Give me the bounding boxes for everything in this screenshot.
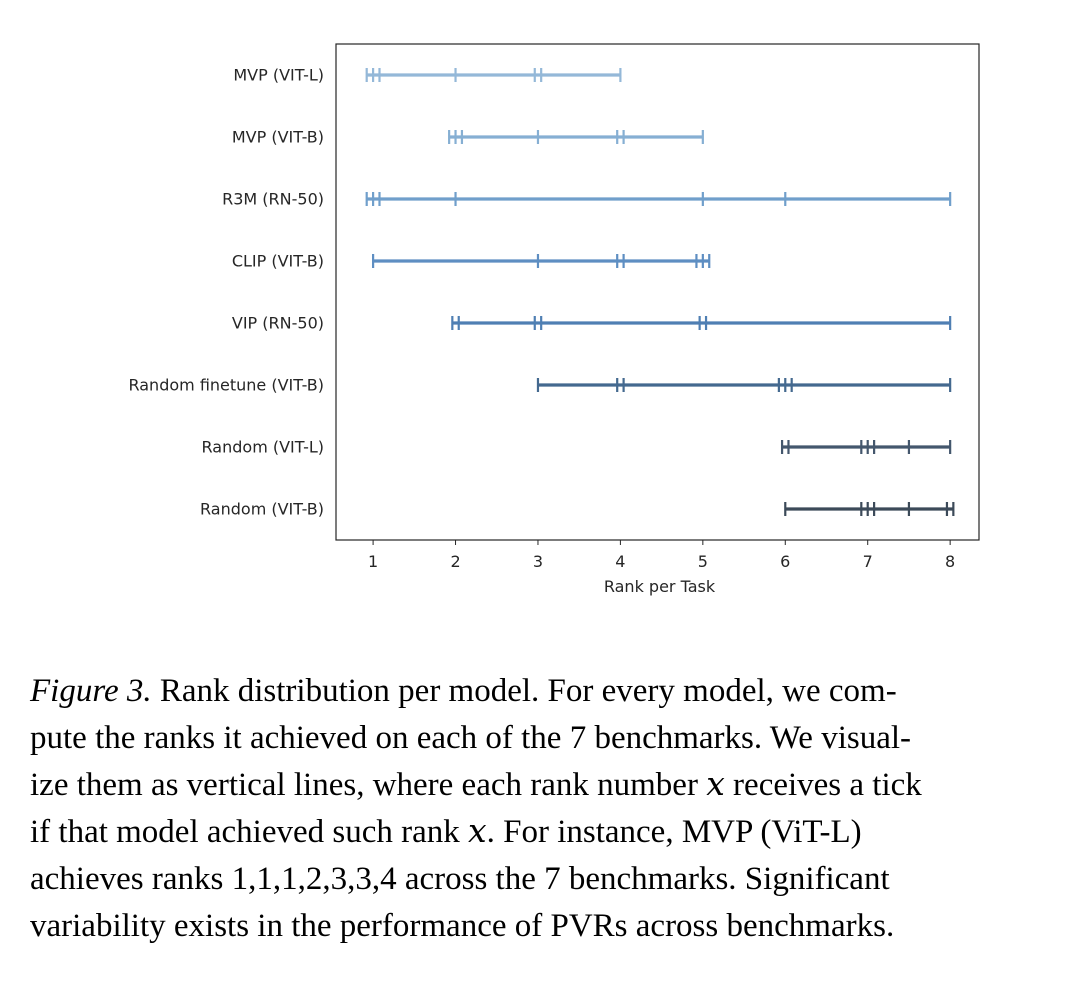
- series-row: [367, 192, 950, 206]
- x-axis-label: Rank per Task: [603, 577, 716, 596]
- caption-line-5: achieves ranks 1,1,1,2,3,3,4 across the 7 benchmarks. Significant: [30, 861, 890, 897]
- x-tick-label: 5: [697, 552, 708, 571]
- caption-text-1: Rank distribution per model. For every model, we com-: [151, 673, 897, 709]
- series-row: [373, 254, 709, 268]
- x-tick-label: 7: [862, 552, 873, 571]
- caption-label: Figure 3.: [30, 673, 152, 709]
- series-row: [538, 378, 950, 392]
- y-tick-label: VIP (RN-50): [231, 313, 324, 333]
- plot-frame: [336, 44, 979, 540]
- series-row: [782, 440, 950, 454]
- caption-line-1: [30, 668, 1060, 715]
- y-axis-labels: [128, 66, 324, 519]
- x-tick-label: 4: [615, 552, 626, 571]
- y-tick-label: MVP (VIT-B): [231, 127, 324, 147]
- series-row: [785, 502, 953, 516]
- y-tick-label: MVP (VIT-L): [233, 65, 324, 85]
- y-tick-label: CLIP (VIT-B): [231, 251, 324, 271]
- caption-line-3: ize them as vertical lines, where each rank number 𝑥 receives a tick: [30, 767, 922, 803]
- series-layer: [367, 68, 954, 516]
- x-tick-label: 6: [780, 552, 791, 571]
- x-axis-ticks: [368, 540, 955, 571]
- caption-line-4: if that model achieved such rank 𝑥. For instance, MVP (ViT-L): [30, 814, 862, 850]
- x-tick-label: 2: [450, 552, 461, 571]
- y-tick-label: Random finetune (VIT-B): [128, 375, 324, 395]
- y-tick-label: Random (VIT-L): [201, 437, 324, 457]
- series-row: [367, 68, 621, 82]
- figure-caption: [30, 668, 1060, 950]
- x-tick-label: 1: [368, 552, 379, 571]
- series-row: [452, 316, 950, 330]
- caption-line-2: pute the ranks it achieved on each of the 7 benchmarks. We visual-: [30, 720, 912, 756]
- caption-line-6: variability exists in the performance of PVRs across benchmarks.: [30, 908, 895, 944]
- x-tick-label: 8: [945, 552, 956, 571]
- y-tick-label: R3M (RN-50): [222, 189, 324, 209]
- y-tick-label: Random (VIT-B): [200, 499, 324, 519]
- series-row: [449, 130, 703, 144]
- x-tick-label: 3: [532, 552, 544, 571]
